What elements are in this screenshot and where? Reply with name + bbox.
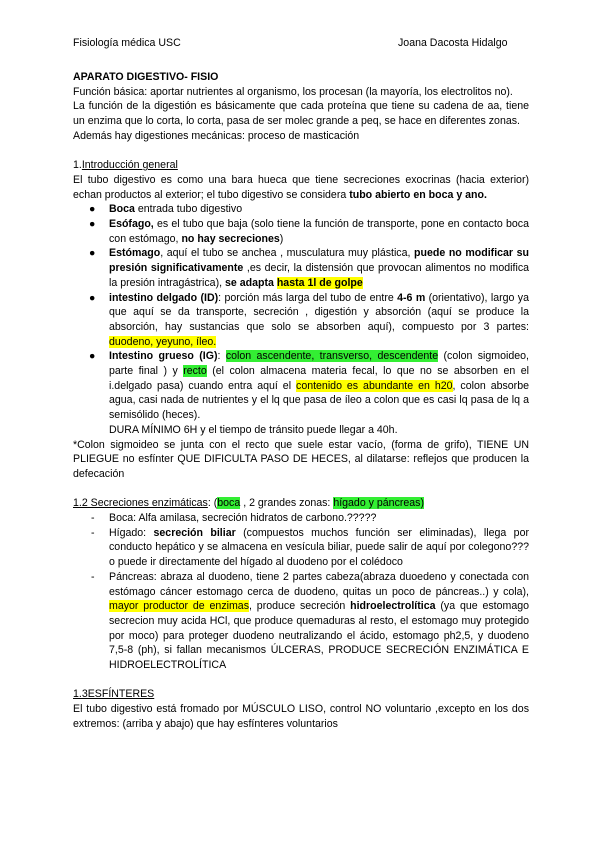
transit-time: DURA MÍNIMO 6H y el tiempo de tránsito puede llegar a 40h. [109,423,398,436]
dash-icon: - [91,512,95,525]
highlight-h2o: contenido es abundante en h20 [296,379,453,392]
header-course: Fisiología médica USC [73,37,181,49]
sigmoid-note: *Colon sigmoideo se junta con el recto que suele estar vacío, (forma de grifo), TIENE UN PLIEGUE no esfínter QUE DIFICULTA PASO DE HECES, al dilatarse: reflejos que producen la defecación [73,438,529,480]
list-item-esofago: ● Esófago, es el tubo que baja (solo tiene la función de transporte, pone en contacto boca con estómago, no hay secreciones) [89,218,529,245]
section-1-3-paragraph: El tubo digestivo está fromado por MÚSCULO LISO, control NO voluntario ,excepto en los dos extremos: (arriba y abajo) que hay esfínteres voluntarios [73,703,529,730]
intro-paragraph-1: Función básica: aportar nutrientes al organismo, los procesan (la mayoría, los electrolitos no). [73,85,513,98]
secretion-list [73,511,529,673]
list-item-boca-secrecion: - Boca: Alfa amilasa, secreción hidratos de carbono.????? [91,512,377,525]
bullet-icon: ● [89,247,96,260]
highlight-boca: boca [217,497,241,510]
list-item-intestino-grueso: ● Intestino grueso (IG): colon ascendente, transverso, descendente (colon sigmoideo, parte final ) y recto (el colon almacena materia fecal, lo que no se absorben en el i.delgado pasa) cuando entra aquí el contenido es abundante en h20, colon absorbe agua, casi nada de nutrientes y el lq que pasa de íleo a colon que es casi lq pasa de lq a semisólido (heces). [89,350,529,422]
highlight-colon: colon ascendente, transverso, descendente [225,350,439,363]
section-1-paragraph: El tubo digestivo es como una bara hueca que tiene secreciones exocrinas (hacia exterior) echan productos al exterior; el tubo digestivo se considera tubo abierto en boca y ano. [73,173,529,201]
list-item-estomago: ● Estómago, aquí el tubo se anchea , musculatura muy plástica, puede no modificar su presión significativamente ,es decir, la distensión que provocan alimentos no modifica la presión intragástrica), se adapta hasta 1l de golpe [89,247,530,289]
list-item-pancreas: - Páncreas: abraza al duodeno, tiene 2 partes cabeza(abraza duoedeno y conectada con estómago cáncer estomago cerca de duodeno, quitas un poco de páncreas..) y cola), mayor productor de enzimas, produce secreción hidroelectrolítica (ya que estomago secrecion muy acida HCl, que produce quemaduras al resto, el estomago muy protegido por moco) para proteger duodeno neutralizando el ácido, estomago ph2,5, y duodeno 7,5-8 (ph), si fallan mecanismos ÚLCERAS, PRODUCE SECRECIÓN ENZIMÁTICA E HIDROELECTROLÍTICA [91,570,530,672]
intro-paragraph-3: Además hay digestiones mecánicas: proceso de masticación [73,129,360,142]
header-author: Joana Dacosta Hidalgo [398,37,508,49]
bullet-icon: ● [89,218,96,231]
bullet-icon: ● [89,350,96,363]
highlight-higado-pancreas: hígado y páncreas) [333,497,425,510]
dash-icon: - [91,526,95,539]
bullet-icon: ● [89,291,96,304]
highlight-partes-id: duodeno, yeyuno, íleo. [109,335,217,348]
list-item-boca: ● Boca entrada tubo digestivo [89,203,243,216]
highlight-recto: recto [183,365,207,378]
section-1-3-heading: 1.3ESFÍNTERES [73,688,155,701]
document-body [73,70,529,732]
highlight-enzimas: mayor productor de enzimas [109,600,249,613]
section-1-2-heading: 1.2 Secreciones enzimáticas: (boca , 2 grandes zonas: hígado y páncreas) [73,497,425,510]
list-item-intestino-delgado: ● intestino delgado (ID): porción más larga del tubo de entre 4-6 m (orientativo), largo ya que aquí se da transporte, secreción , digestión y absorción (aquí se produce la absorción, hay sustancias que solo se absorben aquí), compuesto por 3 partes: duodeno, yeyuno, íleo. [89,291,529,348]
organ-list [73,202,529,423]
bullet-icon: ● [89,203,96,216]
highlight-estomago: hasta 1l de golpe [276,276,363,289]
intro-paragraph-2: La función de la digestión es básicamente que cada proteína que tiene su cadena de aa, tiene un enzima que lo corta, lo corta, pasa de ser molec grande a peq, se hace en diferentes zonas. [73,100,529,128]
section-1-heading: 1.Introducción general [73,159,178,172]
dash-icon: - [91,570,95,583]
document-title: APARATO DIGESTIVO- FISIO [73,71,219,83]
list-item-higado: - Hígado: secreción biliar (compuestos muchos función ser eliminadas), llega por conducto hepático y se almacena en vesícula biliar, puede salir de aquí por colegono??? o puede ir directamente del hígado al duodeno por el colédoco [91,526,529,569]
